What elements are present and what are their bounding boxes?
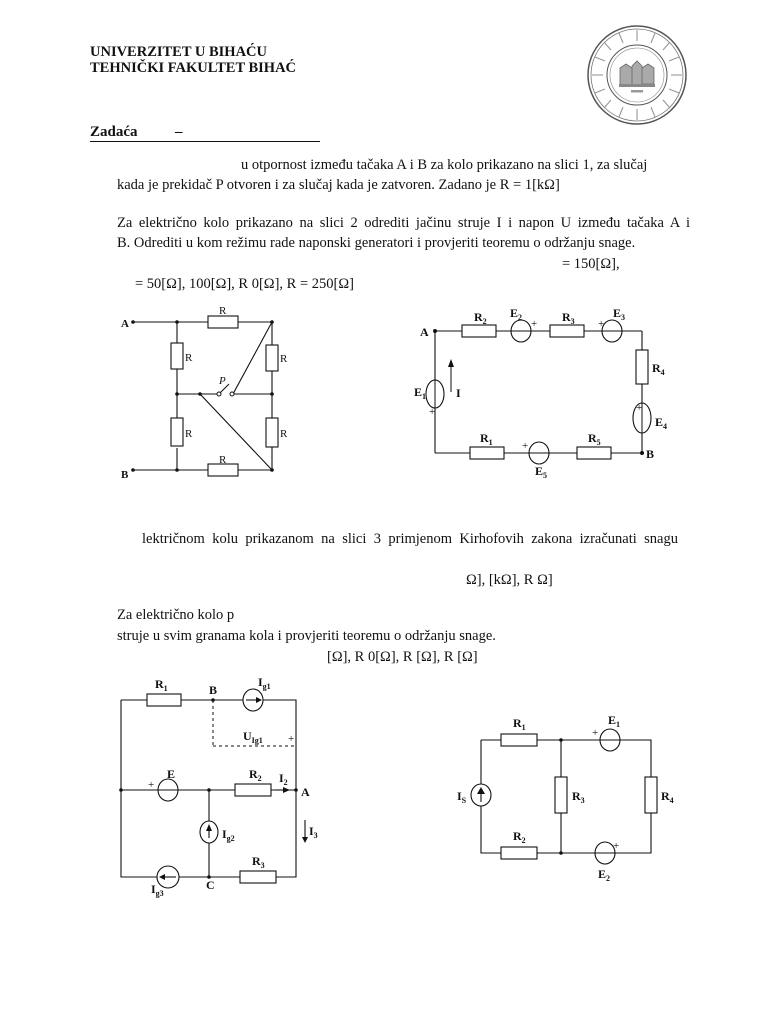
circuit3-e-plus: + [148, 779, 155, 791]
circuit3-r2-sub: 2 [257, 774, 262, 783]
svg-text:E5 [535, 464, 547, 480]
circuit4-r2-label: R [513, 829, 522, 843]
circuit2-e5-sub: 5 [543, 471, 548, 480]
circuit2-r2-label: R [474, 310, 483, 324]
svg-text:R1 [155, 677, 168, 693]
circuit3-ig1-label: I [258, 675, 263, 689]
circuit3-u-sub: Ig1 [251, 736, 263, 745]
circuit2-r1-sub: 1 [488, 438, 493, 447]
circuit2-e2-label: E [510, 306, 519, 320]
circuit-diagram-1 [115, 300, 290, 485]
svg-text:E3 [613, 306, 625, 322]
circuit2-e3-plus: + [598, 318, 605, 330]
svg-text:E2 [510, 306, 522, 322]
svg-text:R2 [474, 310, 487, 326]
circuit4-r3-label: R [572, 789, 581, 803]
svg-text:R1 [513, 716, 526, 732]
circuit4-e2-sub: 2 [606, 874, 611, 883]
problem2-line1: Za električno kolo prikazano na slici 2 odrediti jačinu struje I i napon U između tačaka A i [117, 215, 690, 231]
circuit3-ig2-label: I [222, 827, 227, 841]
circuit2-e2-plus: + [531, 318, 538, 330]
svg-text:R4 [652, 361, 665, 377]
circuit4-r1-label: R [513, 716, 522, 730]
svg-text:R1 [480, 431, 493, 447]
circuit4-r3-sub: 3 [580, 796, 585, 805]
circuit3-r1-label: R [155, 677, 164, 691]
circuit-diagram-3 [115, 672, 318, 898]
circuit3-r2-label: R [249, 767, 258, 781]
circuit4-r1-sub: 1 [521, 723, 526, 732]
faculty-name: TEHNIČKI FAKULTET BIHAĆ [90, 60, 297, 76]
svg-text:Ig1 [258, 675, 271, 691]
circuit2-current-label: I [456, 386, 461, 400]
circuit1-node-a: A [121, 318, 129, 330]
circuit3-i3-sub: 3 [313, 831, 318, 840]
svg-text:I3 [309, 824, 318, 840]
circuit2-r1-label: R [480, 431, 489, 445]
circuit4-is-sub: S [461, 796, 467, 805]
circuit3-i2-label: I [279, 771, 284, 785]
circuit2-r3-label: R [562, 310, 571, 324]
circuit2-node-a: A [420, 325, 429, 339]
problem3-line2: Ω], [kΩ], R Ω] [466, 572, 553, 588]
svg-text:E1 [608, 713, 620, 729]
circuit1-switch-label: P [219, 375, 226, 387]
svg-text:UIg1 [243, 729, 263, 745]
circuit4-e1-sub: 1 [616, 720, 621, 729]
task-title [90, 124, 320, 142]
svg-text:R2 [249, 767, 262, 783]
circuit3-i3-label: I [309, 824, 314, 838]
circuit2-r5-label: R [588, 431, 597, 445]
circuit2-r4-label: R [652, 361, 661, 375]
problem4-line3: [Ω], R 0[Ω], R [Ω], R [Ω] [327, 649, 478, 665]
circuit2-e4-sub: 4 [663, 422, 668, 431]
circuit3-node-c: C [206, 878, 215, 892]
circuit1-node-b: B [121, 469, 129, 481]
problem4-line1: Za električno kolo p [117, 607, 235, 623]
circuit4-r2-sub: 2 [521, 836, 526, 845]
circuit2-e4-label: E [655, 415, 664, 429]
circuit3-u-label: U [243, 729, 252, 743]
circuit4-e2-plus: + [613, 840, 620, 852]
circuit2-r4-sub: 4 [660, 368, 665, 377]
circuit1-r-right-upper: R [280, 353, 288, 365]
university-header [90, 44, 296, 76]
problem1-line1: u otpornost između tačaka A i B za kolo prikazano na slici 1, za slučaj [241, 157, 648, 173]
circuit4-r4-sub: 4 [669, 796, 674, 805]
circuit3-u-plus: + [288, 733, 295, 745]
circuit2-e3-sub: 3 [621, 313, 626, 322]
circuit3-ig3-label: I [151, 882, 156, 896]
circuit2-r5-sub: 5 [596, 438, 601, 447]
problem1-line2: kada je prekidač P otvoren i za slučaj kada je zatvoren. Zadano je R = 1[kΩ] [117, 177, 560, 193]
circuit3-node-b: B [209, 683, 218, 697]
circuit2-e5-plus: + [522, 440, 529, 452]
circuit2-e3-label: E [613, 306, 622, 320]
circuit3-r1-sub: 1 [163, 684, 168, 693]
circuit2-e2-sub: 2 [518, 313, 523, 322]
university-seal [586, 24, 688, 126]
svg-text:R3 [252, 854, 265, 870]
circuit4-r4-label: R [661, 789, 670, 803]
svg-text:Ig2 [222, 827, 235, 843]
circuit3-ig3-sub: g3 [155, 889, 164, 898]
university-name: UNIVERZITET U BIHAĆU [90, 44, 267, 60]
task-dash: – [175, 124, 183, 140]
circuit2-r3-sub: 3 [570, 317, 575, 326]
svg-text:I2 [279, 771, 288, 787]
problem3-line1: lektričnom kolu prikazanom na slici 3 primjenom Kirhofovih zakona izračunati snagu [142, 531, 678, 547]
circuit2-e4-plus: + [636, 402, 643, 414]
circuit1-r-top: R [219, 305, 227, 317]
circuit3-i2-sub: 2 [283, 778, 288, 787]
svg-text:R2 [513, 829, 526, 845]
circuit4-e1-plus: + [592, 727, 599, 739]
circuit1-r-right-lower: R [280, 428, 288, 440]
circuit4-e1-label: E [608, 713, 617, 727]
circuit3-e-label: E [167, 767, 176, 781]
circuit3-node-a: A [301, 785, 310, 799]
problem2-line2: B. Odrediti u kom režimu rade naponski generatori i provjeriti teoremu o održanju snage. [117, 235, 636, 251]
svg-text:R3 [572, 789, 585, 805]
circuit-diagram-4 [455, 712, 685, 887]
svg-text:E4 [655, 415, 667, 431]
circuit-diagram-2 [410, 298, 685, 483]
circuit2-e1-sub: 1 [422, 392, 427, 401]
circuit3-ig1-sub: g1 [262, 682, 271, 691]
circuit3-ig2-sub: g2 [226, 834, 235, 843]
circuit2-r2-sub: 2 [482, 317, 487, 326]
circuit1-r-left-lower: R [185, 428, 193, 440]
svg-text:R4 [661, 789, 674, 805]
svg-text:R3 [562, 310, 575, 326]
circuit2-node-b: B [646, 447, 655, 461]
circuit2-e1-label: E [414, 385, 423, 399]
circuit2-e1-plus: + [429, 406, 436, 418]
circuit1-r-left-upper: R [185, 352, 193, 364]
circuit4-e2-label: E [598, 867, 607, 881]
svg-text:R5 [588, 431, 601, 447]
problem4-line2: struje u svim granama kola i provjeriti teoremu o održanju snage. [117, 628, 496, 644]
svg-text:E1 [414, 385, 426, 401]
svg-text:E2 [598, 867, 610, 883]
circuit3-r3-sub: 3 [260, 861, 265, 870]
problem2-line4: = 50[Ω], 100[Ω], R 0[Ω], R = 250[Ω] [135, 276, 354, 292]
svg-text:IS [457, 789, 467, 805]
circuit2-e5-label: E [535, 464, 544, 478]
task-label: Zadaća [90, 124, 138, 140]
circuit4-is-label: I [457, 789, 462, 803]
circuit3-r3-label: R [252, 854, 261, 868]
problem2-line3: = 150[Ω], [562, 256, 620, 272]
circuit1-r-bottom: R [219, 454, 227, 466]
